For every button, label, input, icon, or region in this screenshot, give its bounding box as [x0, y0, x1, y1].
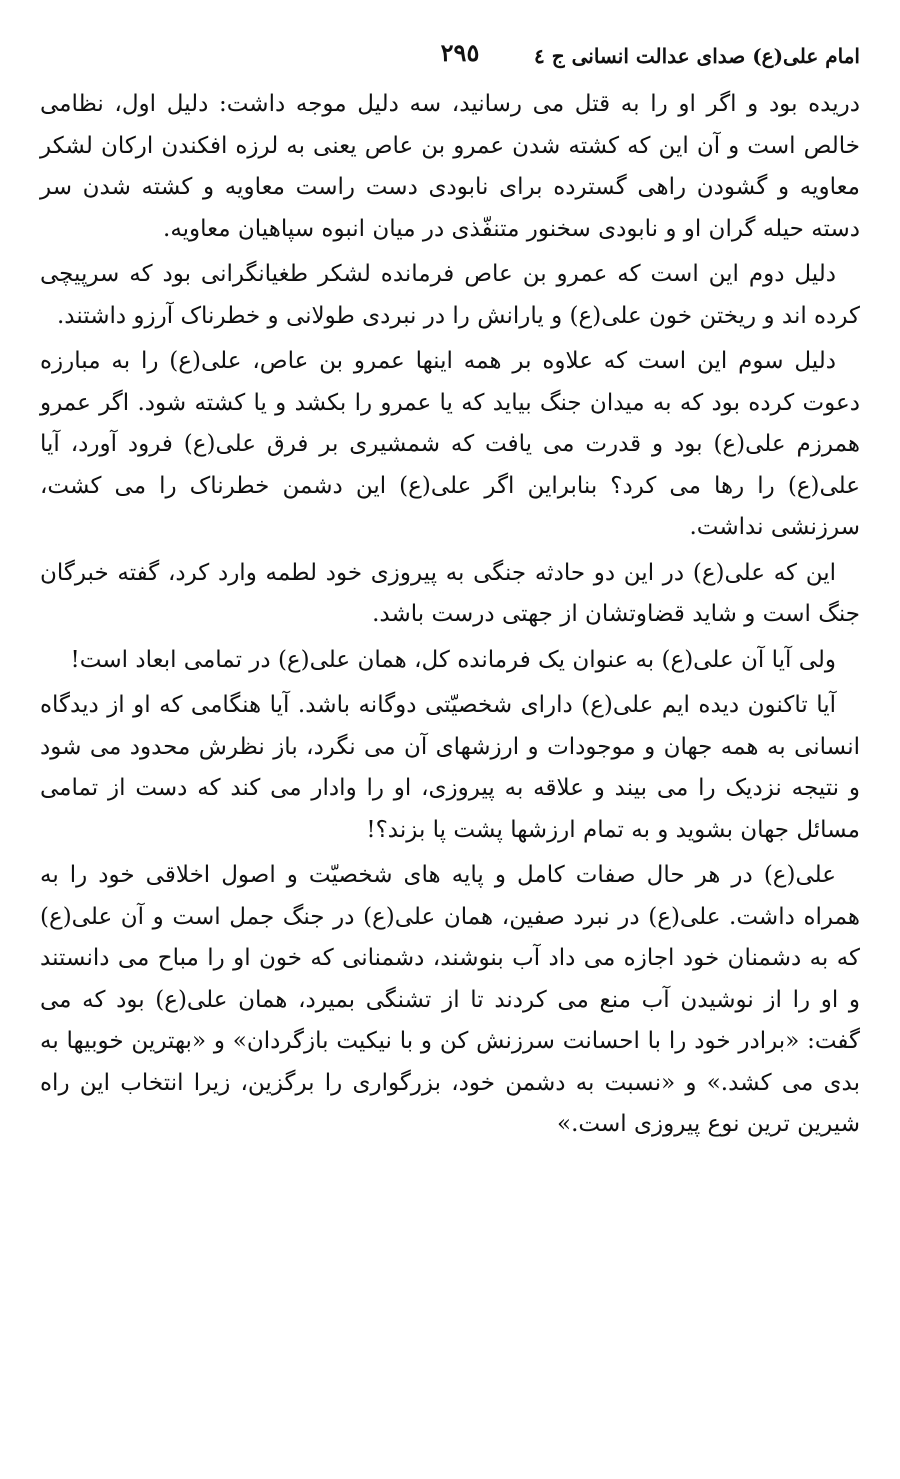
page-number: ٢٩٥ [440, 38, 480, 67]
paragraph-commander-question: ولی آیا آن علی(ع) به عنوان یک فرمانده کل، همان علی(ع) در تمامی ابعاد است! [70, 646, 836, 673]
paragraph-attributes: علی(ع) در هر حال صفات کامل و پایه های شخصیّت و اصول اخلاقی خود را به همراه داشت. علی(ع) در نبرد صفین، همان علی(ع) در جنگ جمل است و آن علی(ع) که به دشمنان خود اجازه می داد آب بنوشند، دشمنانی که خون او را مباح می دانستند و او را از نوشیدن آب منع می کردند تا از تشنگی بمیرد، همان علی(ع) بود که می گفت: «برادر خود را با احسانت سرزنش کن و با نیکیت بازگردان» و «بهترین خوبیها به بدی می کشد.» و «نسبت به دشمن خود، بزرگواری را برگزین، زیرا انتخاب این راه شیرین ترین نوع پیروزی است.» [40, 862, 860, 1137]
paragraph-war-experts: این که علی(ع) در این دو حادثه جنگی به پیروزی خود لطمه وارد کرد، گفته خبرگان جنگ است و شاید قضاوتشان از جهتی درست باشد. [40, 559, 860, 627]
book-title: امام علی(ع) صدای عدالت انسانی ج ٤ [534, 44, 860, 68]
paragraph-third-reason: دلیل سوم این است که علاوه بر همه اینها عمرو بن عاص، علی(ع) را به مبارزه دعوت کرده بود که به میدان جنگ بیاید که یا عمرو را بکشد و یا کشته شود. اگر عمرو همرزم علی(ع) بود و قدرت می یافت که شمشیری بر فرق علی(ع) فرود آورد، آیا علی(ع) را رها می کرد؟ بنابراین اگر علی(ع) این دشمن خطرناک را می کشت، سرزنشی نداشت. [40, 348, 861, 540]
page-header [40, 38, 860, 74]
paragraph-second-reason: دلیل دوم این است که عمرو بن عاص فرمانده لشکر طغیانگرانی بود که سرپیچی کرده اند و ریختن خون علی(ع) و یارانش را در نبردی طولانی و خطرناک آرزو داشتند. [40, 261, 860, 329]
paragraph-continuation: دریده بود و اگر او را به قتل می رسانید، سه دلیل موجه داشت: دلیل اول، نظامی خالص است و آن این که کشته شدن عمرو بن عاص یعنی به لرزه افکندن ارکان لشکر معاویه و گشودن راهی گسترده برای نابودی دست راست معاویه و کشته شدن سر دسته حیله گران او و نابودی سخنور متنفّذی در میان انبوه سپاهیان معاویه. [40, 91, 860, 242]
body-text [40, 84, 860, 1150]
paragraph-dual-personality: آیا تاکنون دیده ایم علی(ع) دارای شخصیّتی دوگانه باشد. آیا هنگامی که او از دیدگاه انسانی به همه جهان و موجودات و ارزشهای آن می نگرد، باز نظرش محدود می شود و نتیجه نزدیک را می بیند و علاقه به پیروزی، او را وادار می کند که دست از تمامی مسائل جهان بشوید و به تمام ارزشها پشت پا بزند؟! [40, 692, 860, 843]
